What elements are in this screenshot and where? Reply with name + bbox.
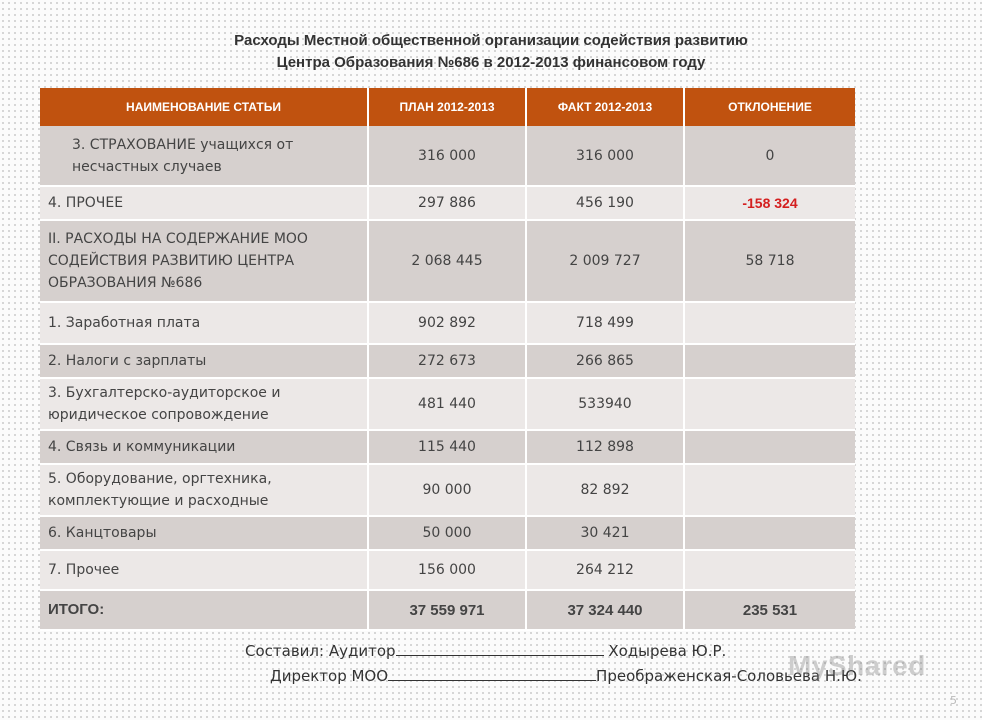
- row-plan: 90 000: [368, 464, 526, 516]
- total-label: ИТОГО:: [40, 590, 368, 630]
- row-diff: [684, 378, 855, 430]
- director-label: Директор МОО: [270, 667, 389, 685]
- row-diff: [684, 430, 855, 464]
- row-name: 7. Прочее: [40, 550, 368, 590]
- table-row: [40, 302, 855, 344]
- page-title: [0, 30, 982, 74]
- table-row: [40, 220, 855, 302]
- row-name: 2. Налоги с зарплаты: [40, 344, 368, 378]
- row-plan: 316 000: [368, 126, 526, 186]
- table-row: [40, 430, 855, 464]
- total-fact: 37 324 440: [526, 590, 684, 630]
- row-fact: 30 421: [526, 516, 684, 550]
- row-name: 3. Бухгалтерско-аудиторское и юридическое сопровождение: [40, 378, 368, 430]
- row-fact: 266 865: [526, 344, 684, 378]
- row-fact: 264 212: [526, 550, 684, 590]
- table-row: [40, 550, 855, 590]
- table-row: [40, 344, 855, 378]
- row-name: 3. СТРАХОВАНИЕ учащихся от несчастных случаев: [40, 126, 368, 186]
- compiled-name: Ходырева Ю.Р.: [608, 642, 727, 660]
- row-plan: 481 440: [368, 378, 526, 430]
- row-diff: [684, 550, 855, 590]
- row-name: 4. Связь и коммуникации: [40, 430, 368, 464]
- table-row: [40, 516, 855, 550]
- director-name: Преображенская-Соловьева Н.Ю.: [596, 667, 862, 685]
- row-name: 4. ПРОЧЕЕ: [40, 186, 368, 220]
- table-header-row: [40, 88, 855, 126]
- row-plan: 272 673: [368, 344, 526, 378]
- row-name: II. РАСХОДЫ НА СОДЕРЖАНИЕ МОО СОДЕЙСТВИЯ РАЗВИТИЮ ЦЕНТРА ОБРАЗОВАНИЯ №686: [40, 220, 368, 302]
- row-plan: 297 886: [368, 186, 526, 220]
- compiled-label: Составил: Аудитор: [245, 642, 396, 660]
- compiled-by-line: [245, 641, 726, 660]
- total-diff: 235 531: [684, 590, 855, 630]
- row-diff: 58 718: [684, 220, 855, 302]
- row-fact: 456 190: [526, 186, 684, 220]
- title-line-1: Расходы Местной общественной организации содействия развитию: [234, 32, 748, 49]
- row-name: 1. Заработная плата: [40, 302, 368, 344]
- row-diff: 0: [684, 126, 855, 186]
- row-fact: 82 892: [526, 464, 684, 516]
- header-plan: ПЛАН 2012-2013: [368, 88, 526, 126]
- row-fact: 533940: [526, 378, 684, 430]
- row-fact: 2 009 727: [526, 220, 684, 302]
- row-name: 6. Канцтовары: [40, 516, 368, 550]
- row-diff: [684, 302, 855, 344]
- row-plan: 156 000: [368, 550, 526, 590]
- row-plan: 50 000: [368, 516, 526, 550]
- row-plan: 902 892: [368, 302, 526, 344]
- row-diff: [684, 344, 855, 378]
- header-deviation: ОТКЛОНЕНИЕ: [684, 88, 855, 126]
- signature-line: [388, 666, 596, 681]
- header-fact: ФАКТ 2012-2013: [526, 88, 684, 126]
- header-item-name: НАИМЕНОВАНИЕ СТАТЬИ: [40, 88, 368, 126]
- table-row: [40, 186, 855, 220]
- row-name: 5. Оборудование, оргтехника, комплектующие и расходные: [40, 464, 368, 516]
- total-plan: 37 559 971: [368, 590, 526, 630]
- table-row: [40, 464, 855, 516]
- row-diff: [684, 516, 855, 550]
- row-diff: [684, 464, 855, 516]
- table-total-row: [40, 590, 855, 630]
- page-number: 5: [950, 694, 957, 707]
- row-fact: 316 000: [526, 126, 684, 186]
- row-plan: 2 068 445: [368, 220, 526, 302]
- expenses-table: [40, 88, 855, 631]
- row-plan: 115 440: [368, 430, 526, 464]
- director-line: [270, 666, 862, 685]
- table-row: [40, 378, 855, 430]
- signature-line: [396, 641, 604, 656]
- row-fact: 718 499: [526, 302, 684, 344]
- title-line-2: Центра Образования №686 в 2012-2013 финансовом году: [276, 54, 706, 71]
- row-diff: -158 324: [684, 186, 855, 220]
- watermark-logo: MyShared: [788, 650, 926, 681]
- row-fact: 112 898: [526, 430, 684, 464]
- table-row: [40, 126, 855, 186]
